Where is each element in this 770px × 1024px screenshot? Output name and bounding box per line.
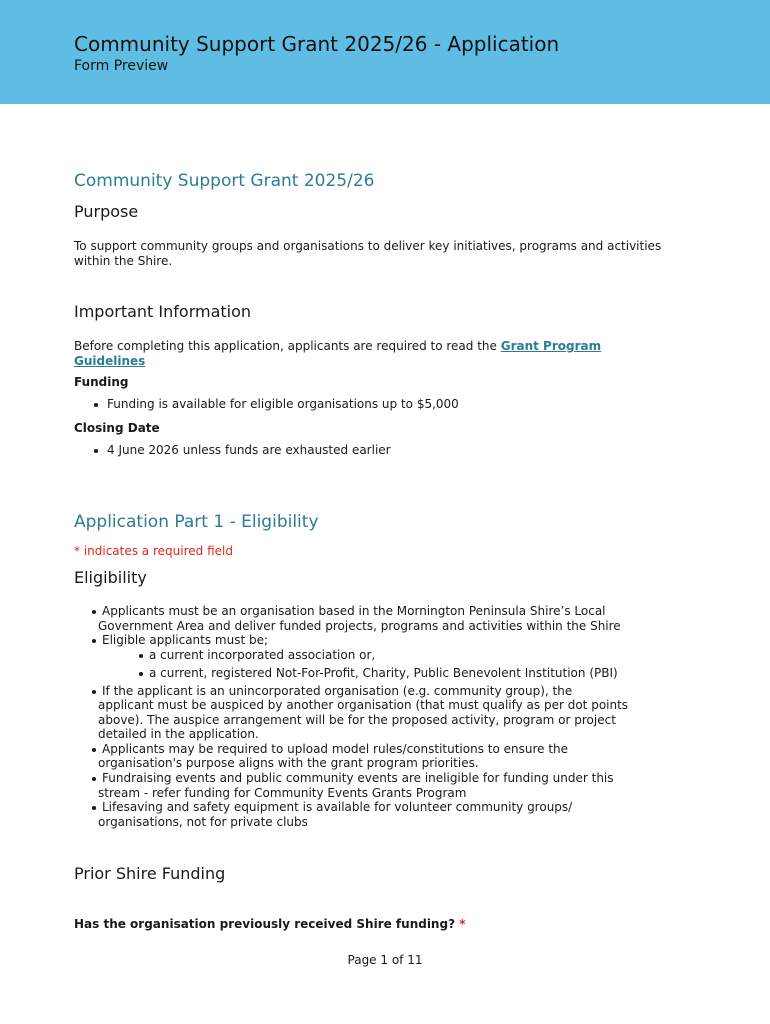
bullet-icon <box>92 610 96 614</box>
important-heading: Important Information <box>74 302 252 321</box>
purpose-heading: Purpose <box>74 202 139 221</box>
sub-list-item: a current, registered Not-For-Profit, Charity, Public Benevolent Institution (PBI) <box>139 666 618 681</box>
form-title: Community Support Grant 2025/26 - Application <box>74 32 560 56</box>
list-item-continued: detailed in the application. <box>98 727 259 741</box>
header-banner <box>0 0 770 104</box>
section-heading: Community Support Grant 2025/26 <box>74 171 375 191</box>
sub-list-item: a current incorporated association or, <box>139 648 375 663</box>
purpose-text: To support community groups and organisations to deliver key initiatives, programs and activities within the Shire. <box>74 239 662 268</box>
bullet-icon <box>92 777 96 781</box>
list-item-continued: stream - refer funding for Community Events Grants Program <box>98 786 467 800</box>
closing-date-label: Closing Date <box>74 421 160 435</box>
list-item: 4 June 2026 unless funds are exhausted earlier <box>94 443 391 458</box>
list-item-continued: organisation's purpose aligns with the grant program priorities. <box>98 756 479 770</box>
bullet-icon <box>92 806 96 810</box>
prior-funding-question: Has the organisation previously received Shire funding? * <box>74 917 466 931</box>
bullet-icon <box>139 654 143 658</box>
list-item-continued: above). The auspice arrangement will be for the proposed activity, program or project <box>98 713 616 727</box>
bullet-icon <box>94 403 98 407</box>
required-note: * indicates a required field <box>74 544 233 558</box>
list-item: Applicants may be required to upload model rules/constitutions to ensure the <box>92 742 568 757</box>
page-number: Page 1 of 11 <box>347 953 423 967</box>
bullet-icon <box>92 639 96 643</box>
important-text <box>74 339 654 369</box>
list-item-continued: applicant must be auspiced by another organisation (that must qualify as per dot points <box>98 698 629 712</box>
eligibility-heading: Eligibility <box>74 568 147 587</box>
list-item: Lifesaving and safety equipment is available for volunteer community groups/ <box>92 800 572 815</box>
list-item: Fundraising events and public community events are ineligible for funding under this <box>92 771 614 786</box>
funding-label: Funding <box>74 375 129 389</box>
guidelines-link[interactable]: Grant Program Guidelines <box>74 339 602 368</box>
list-item-continued: Government Area and deliver funded projects, programs and activities within the Shire <box>98 619 621 633</box>
bullet-icon <box>92 690 96 694</box>
bullet-icon <box>94 449 98 453</box>
list-item: Funding is available for eligible organisations up to $5,000 <box>94 397 459 412</box>
required-star: * <box>459 917 466 931</box>
prior-funding-heading: Prior Shire Funding <box>74 864 226 883</box>
important-text-body: Before completing this application, applicants are required to read the <box>74 339 501 353</box>
list-item: If the applicant is an unincorporated organisation (e.g. community group), the <box>92 684 572 699</box>
list-item: Applicants must be an organisation based in the Mornington Peninsula Shire’s Local <box>92 604 606 619</box>
form-subtitle: Form Preview <box>74 58 169 74</box>
part1-heading: Application Part 1 - Eligibility <box>74 512 319 532</box>
bullet-icon <box>92 748 96 752</box>
list-item: Eligible applicants must be; <box>92 633 268 648</box>
list-item-continued: organisations, not for private clubs <box>98 815 308 829</box>
bullet-icon <box>139 672 143 676</box>
